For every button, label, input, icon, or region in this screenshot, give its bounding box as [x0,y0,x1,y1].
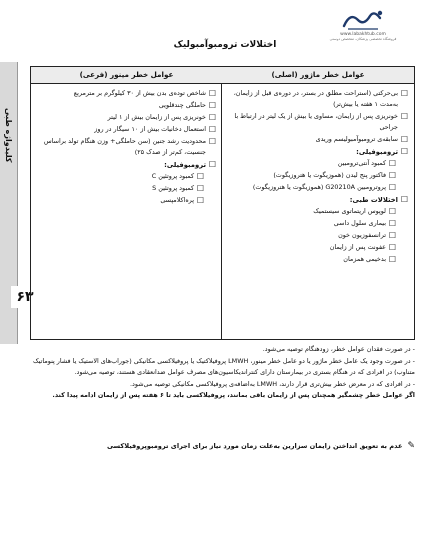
note-paragraph: اگر عوامل خطر چشمگیر همچنان پس از زایمان باقی بمانند، پروفیلاکسی باید تا ۶ هفته پس از زایمان ادامه پیدا کند. [52,391,415,399]
checkbox-icon: ☐ [400,195,408,204]
minor-column-header: عوامل خطر مینور (فرعی) [31,67,222,84]
list-item: ☐ بی‌حرکتی (استراحت مطلق در بستر، در دوره‌ی قبل از زایمان، به‌مدت ۱ هفته یا بیش‌تر) [233,89,408,108]
note-paragraph: - در صورت وجود یک عامل خطر ماژور یا دو عامل خطر مینور، LMWH پروفیلاکتیک یا پروفیلاکسی مکانیکی (جوراب‌های الاستیک یا فشار پنوماتیک متناوب) در افرادی که در هنگام بستری در بیمارستان دارای کنتراندیکاسیون‌های مصرف عوامل ضدانعقادی هستند، توصیه می‌شود. [32,356,415,376]
list-item: ☐ خونریزی پس از زایمان بیش از ۱ لیتر [107,113,216,122]
checkbox-icon: ☐ [196,196,204,205]
list-item: ☐ بیماری سلول داسی [333,219,396,228]
checkbox-icon: ☐ [208,89,216,98]
checkbox-icon: ☐ [388,207,396,216]
checkbox-icon: ☐ [196,172,204,181]
major-column-header: عوامل خطر ماژور (اصلی) [222,67,414,84]
notes-section [30,344,415,402]
major-medical-title: ☐ اختلالات طبی: [349,195,408,204]
minor-risk-column [31,67,222,339]
note-paragraph: - در صورت فقدان عوامل خطر، زودهنگام توصیه می‌شود. [262,345,415,353]
list-item: ☐ عفونت پس از زایمان [329,243,396,252]
risk-factor-table [30,66,415,340]
checkbox-icon: ☐ [388,171,396,180]
logo-url: www.labakhtub.com [340,32,386,37]
checkbox-icon: ☐ [208,137,216,146]
list-item: ☐ شاخص توده‌ی بدن بیش از ۳۰ کیلوگرم بر مترمربع [73,89,216,98]
list-item: ☐ حاملگی چندقلویی [158,101,216,110]
checkbox-icon: ☐ [208,125,216,134]
checkbox-icon: ☐ [208,160,216,169]
list-item: ☐ کمبود پروتئین S [152,184,204,193]
checkbox-icon: ☐ [208,101,216,110]
checkbox-icon: ☐ [388,183,396,192]
checkbox-icon: ☐ [388,219,396,228]
checkbox-icon: ☐ [388,255,396,264]
list-item: ☐ لوپوس اریتماتوی سیستمیک [313,207,396,216]
logo-tagline: فروشگاه تخصصی پزشکان، متخصص دوستی [329,37,397,41]
list-item: ☐ فاکتور پنج لیدن (هموزیگوت یا هتروزیگوت) [273,171,396,180]
list-item: ☐ محدودیت رشد جنین (سن حاملگی+ وزن هنگام تولد براساس جنسیت، کم‌تر از صدک ۲۵) [43,137,216,156]
checkbox-icon: ☐ [388,159,396,168]
list-item: ☐ کمبود پروتئین C [151,172,204,181]
checkbox-icon: ☐ [400,135,408,144]
checkbox-icon: ☐ [400,112,408,121]
list-item: ☐ استعمال دخانیات بیش از ۱۰ سیگار در روز [94,125,216,134]
list-item: ☐ خونریزی پس از زایمان، مساوی یا بیش از یک لیتر در ارتباط با جراحی [234,112,408,131]
checkbox-icon: ☐ [388,231,396,240]
footer-text: عدم به تعویق انداختن زایمان سزارین به‌علت زمان مورد نیاز برای اجرای ترومبوپروفیلاکسی [106,442,403,450]
page-number: ۶۳ [11,286,39,308]
page-title: اختلالات ترومبوآمبولیک [173,40,277,50]
side-tab-label: کلیدواژه طبی [4,107,13,163]
logo-mark-icon [340,8,386,32]
major-thrombophilia-title: ☐ ترومبوفیلی: [356,147,408,156]
checkbox-icon: ☐ [388,243,396,252]
list-item: ☐ بدخیمی همزمان [343,255,396,264]
minor-thrombophilia-title: ☐ ترومبوفیلی: [164,160,216,169]
major-risk-column [221,67,414,339]
list-item: ☐ ترانسفوزیون خون [338,231,396,240]
list-item: ☐ پره‌اکلامپسی [160,196,204,205]
checkbox-icon: ☐ [400,89,408,98]
pen-note-icon: ✎ [407,441,415,451]
note-paragraph: - در افرادی که در معرض خطر بیش‌تری قرار دارند، LMWH به‌اضافه‌ی پروفیلاکسی مکانیکی توصیه می‌شود. [130,379,415,388]
list-item: ☐ کمبود آنتی‌ترومبین [337,159,396,168]
checkbox-icon: ☐ [400,147,408,156]
checkbox-icon: ☐ [196,184,204,193]
list-item: ☐ سابقه‌ی ترومبوآمبولیسم وریدی [315,135,408,144]
list-item: ☐ پروترومبین G20210A (هموزیگوت یا هتروزیگوت) [252,183,396,192]
footer-note [30,440,415,452]
publisher-logo [323,8,403,46]
checkbox-icon: ☐ [208,113,216,122]
